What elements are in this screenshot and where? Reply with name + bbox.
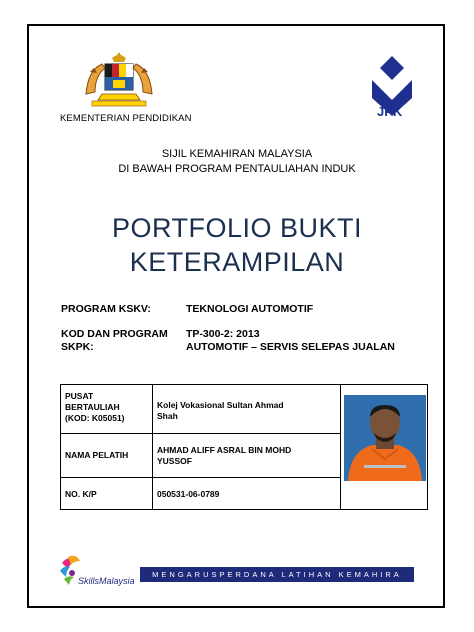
nama-value-line-1: AHMAD ALIFF ASRAL BIN MOHD [157, 445, 292, 455]
trainee-portrait-icon [344, 395, 426, 481]
nokp-label: NO. K/P [65, 489, 97, 499]
coat-of-arms-icon [80, 50, 158, 112]
trainee-photo [344, 395, 426, 481]
nama-value-line-2: YUSSOF [157, 456, 192, 466]
card-divider [152, 385, 153, 509]
pusat-label-line-2: BERTAULIAH [65, 402, 120, 412]
slogan-banner: MENGARUSPERDANA LATIHAN KEMAHIRA [140, 567, 414, 582]
card-divider [61, 433, 340, 434]
program-value: TEKNOLOGI AUTOMOTIF [186, 303, 314, 315]
pusat-label-line-1: PUSAT [65, 391, 94, 401]
program-label: PROGRAM KSKV: [61, 303, 151, 315]
kod-label-line-1: KOD DAN PROGRAM [61, 328, 168, 340]
page-title-line-2: KETERAMPILAN [129, 247, 345, 277]
pusat-value-line-1: Kolej Vokasional Sultan Ahmad [157, 400, 284, 410]
nama-label: NAMA PELATIH [65, 450, 129, 460]
svg-text:SkillsMalaysia: SkillsMalaysia [78, 576, 135, 586]
pusat-value-line-2: Shah [157, 411, 178, 421]
skills-malaysia-logo-icon [58, 553, 150, 589]
card-divider [61, 477, 340, 478]
certificate-line-1: SIJIL KEMAHIRAN MALAYSIA [161, 148, 313, 160]
kod-program-name: AUTOMOTIF – SERVIS SELEPAS JUALAN [186, 341, 395, 353]
certificate-line-2: DI BAWAH PROGRAM PENTAULIAHAN INDUK [118, 163, 356, 175]
trainee-info-card [60, 384, 428, 510]
page-title-line-1: PORTFOLIO BUKTI [111, 213, 363, 243]
kod-label-line-2: SKPK: [61, 341, 94, 353]
jpk-logo-text: JPK [377, 104, 403, 119]
ministry-label: KEMENTERIAN PENDIDIKAN [60, 113, 192, 124]
nokp-value: 050531-06-0789 [157, 489, 220, 499]
kod-code: TP-300-2: 2013 [186, 328, 260, 340]
pusat-label-line-3: (KOD: K05051) [65, 413, 125, 423]
card-divider [340, 385, 341, 509]
